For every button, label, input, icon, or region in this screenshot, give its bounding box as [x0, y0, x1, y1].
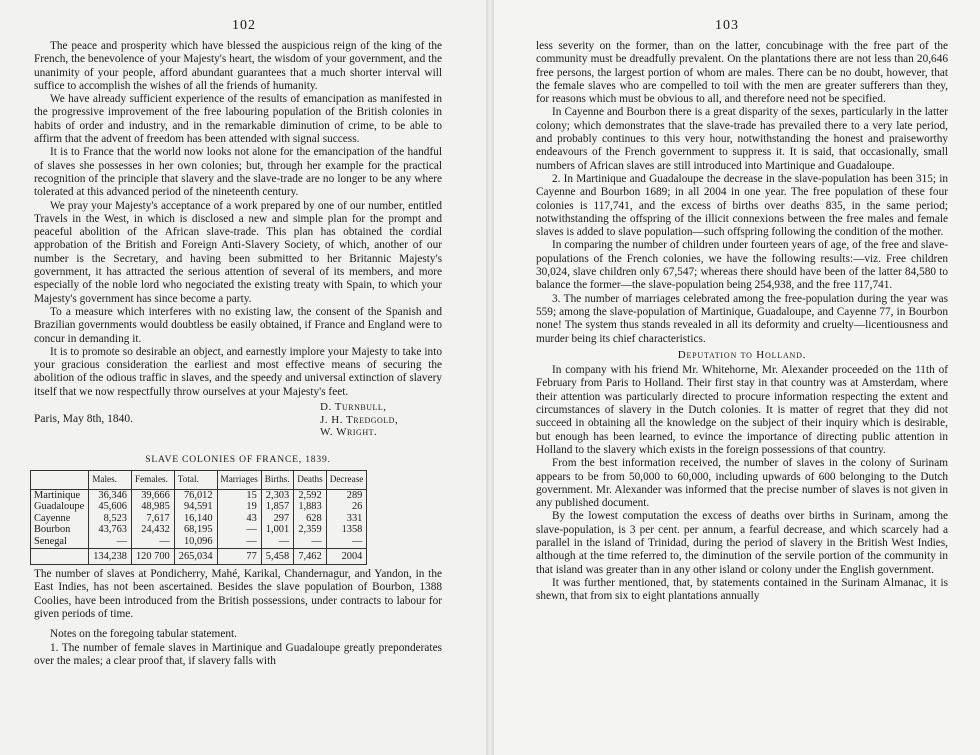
- signatory: W. Wright.: [320, 426, 378, 439]
- table-cell: 2,359: [294, 524, 327, 536]
- column-header: Total.: [174, 471, 217, 489]
- table-cell: —: [294, 536, 327, 548]
- table-cell: 1,857: [261, 501, 293, 513]
- table-row: [31, 501, 367, 513]
- table-cell: 265,034: [174, 548, 217, 565]
- signature-block: [34, 401, 442, 445]
- table-row: [31, 536, 367, 548]
- table-cell: 2,592: [294, 489, 327, 501]
- table-cell: 2,303: [261, 489, 293, 501]
- column-header: [31, 471, 89, 489]
- column-header: Marriages: [217, 471, 261, 489]
- section-heading: Deputation to Holland.: [677, 348, 807, 361]
- signatory: D. Turnbull,: [320, 401, 387, 414]
- table-cell: 36,346: [89, 489, 132, 501]
- table-total-row: [31, 548, 367, 565]
- paragraph: In Cayenne and Bourbon there is a great disparity of the sexes, particularly in the latter colony; which demonstrates that the slave-trade has prevailed there to a very late period, and probably continues to this very hour, notwithstanding the honest and praiseworthy endeavours of the French government to suppress it. It is said, that occasionally, small numbers of African slaves are still introduced into Martinique and Guadaloupe.: [536, 106, 948, 172]
- table-cell: Martinique: [31, 489, 89, 501]
- paragraph: It is to promote so desirable an object, and earnestly implore your Majesty to take into your gracious consideration the earliest and most effective means of securing the abolition of the odious traffic in slaves, and the speedy and universal extinction of slavery itself that we now respectfully throw ourselves at your Majesty's feet.: [34, 345, 442, 398]
- right-page: [490, 0, 980, 755]
- table-cell: 16,140: [174, 513, 217, 525]
- table-cell: 68,195: [174, 524, 217, 536]
- table-cell: 76,012: [174, 489, 217, 501]
- table-cell: —: [131, 536, 174, 548]
- table-header-row: [31, 471, 367, 489]
- paragraph: 1. The number of female slaves in Martinique and Guadaloupe greatly preponderates over the males; a clear proof that, if slavery falls with: [34, 641, 442, 667]
- paragraph: We pray your Majesty's acceptance of a work prepared by one of our number, entitled Travels in the West, in which is disclosed a new and simple plan for the prompt and peaceful abolition of the African slave-trade. This plan has obtained the cordial approbation of the British and Foreign Anti-Slavery Society, of which, another of our number is the Secretary, and having been submitted to her Britannic Majesty's government, it has attracted the serious attention of several of its members, and more especially of the noble lord who negociated the existing treaty with Spain, to which your Majesty's government has since become a party.: [34, 199, 442, 305]
- paragraph: To a measure which interferes with no existing law, the consent of the Spanish and Brazilian governments would doubtless be easily obtained, if France and England were to concur in demanding it.: [34, 305, 442, 345]
- page-number-right: 103: [715, 18, 739, 33]
- table-cell: 77: [217, 548, 261, 565]
- column-header: Births.: [261, 471, 293, 489]
- paragraph: 3. The number of marriages celebrated among the free-population during the year was 559; among the slave-population of Martinique, Guadaloupe, and Cayenne 77, in Bourbon none! The system thus stands revealed in all its deformity and cruelty—licentiousness and murder being its chief characteristics.: [536, 292, 948, 345]
- page-number-left: 102: [232, 18, 256, 33]
- table-cell: 45,606: [89, 501, 132, 513]
- paragraph: It was further mentioned, that, by statements contained in the Surinam Almanac, it is shewn, that from six to eight plantations annually: [536, 576, 948, 603]
- paragraph: In comparing the number of children under fourteen years of age, of the free and slave-populations of the French colonies, we have the following results:—viz. Free children 30,024, slave children only 67,547; whereas there should have been of the latter 84,580 to balance the former—the slave-population being 254,938, and the free 117,741.: [536, 239, 948, 292]
- table-cell: [31, 548, 89, 565]
- table-cell: Bourbon: [31, 524, 89, 536]
- table-cell: 39,666: [131, 489, 174, 501]
- table-row: [31, 489, 367, 501]
- place-date: Paris, May 8th, 1840.: [34, 413, 134, 426]
- table-cell: 15: [217, 489, 261, 501]
- paragraph: less severity on the former, than on the latter, concubinage with the free part of the community must be dreadfully prevalent. On the plantations there are not less than 20,646 free persons, the largest portion of whom are males. There can be no doubt, however, that the female slaves who are compelled to toil with the men are greater sufferers than they, for reasons which must be obvious to all, and therefore need not be specified.: [536, 40, 948, 106]
- table-cell: 19: [217, 501, 261, 513]
- book-gutter: [486, 0, 494, 755]
- table-cell: 297: [261, 513, 293, 525]
- table-cell: —: [261, 536, 293, 548]
- table-cell: 289: [326, 489, 367, 501]
- right-page-body: [536, 40, 948, 603]
- table-cell: —: [326, 536, 367, 548]
- table-cell: 8,523: [89, 513, 132, 525]
- notes-heading: Notes on the foregoing tabular statement.: [50, 628, 237, 641]
- table-cell: 2004: [326, 548, 367, 565]
- table-cell: —: [217, 536, 261, 548]
- table-cell: 43: [217, 513, 261, 525]
- table-cell: 43,763: [89, 524, 132, 536]
- table-cell: 7,617: [131, 513, 174, 525]
- table-cell: 331: [326, 513, 367, 525]
- table-cell: 1,001: [261, 524, 293, 536]
- paragraph: In company with his friend Mr. Whitehorne, Mr. Alexander proceeded on the 11th of February from Paris to Holland. Their first stay in that country was at Amsterdam, where their attention was particularly directed to procure information respecting the extent and circumstances of slavery in the Dutch colonies. It is matter of regret that they did not succeed in obtaining all the knowledge on the subject of their inquiry which is desirable, but enough has been learned, to evince the importance of directing public attention in Holland to the slavery which exists in the foreign possessions of that country.: [536, 364, 948, 456]
- column-header: Males.: [89, 471, 132, 489]
- table-cell: 26: [326, 501, 367, 513]
- table-cell: 134,238: [89, 548, 132, 565]
- table-cell: 1,883: [294, 501, 327, 513]
- slave-colonies-table: [30, 470, 367, 565]
- table-cell: 94,591: [174, 501, 217, 513]
- paragraph: By the lowest computation the excess of deaths over births in Surinam, among the slave-population, is 3 per cent. per annum, a fearful decrease, and which scarcely had a parallel in the island of Trinidad, during the period of slavery in the British West Indies, although at the time referred to, the diminution of the servile portion of the community in that island was greater than in any other island or colony under the English government.: [536, 510, 948, 576]
- table-cell: 10,096: [174, 536, 217, 548]
- column-header: Females.: [131, 471, 174, 489]
- left-page-body: [34, 40, 442, 668]
- signatories: [320, 401, 398, 439]
- paragraph: We have already sufficient experience of the results of emancipation as manifested in the progressive improvement of the free labouring population of the British colonies in habits of order and industry, and in the remarkable diminution of crime, to be able to affirm that the advent of freedom has been attended with signal success.: [34, 93, 442, 146]
- paragraph: The number of slaves at Pondicherry, Mahé, Karikal, Chandernagur, and Yandon, in the East Indies, has not been ascertained. Besides the slave population of Bourbon, 1388 Coolies, have been introduced from the British possessions, under contracts to labour for given periods of time.: [34, 568, 442, 621]
- table-cell: 628: [294, 513, 327, 525]
- paragraph: It is to France that the world now looks not alone for the emancipation of the handful of slaves she possesses in her own colonies; but, through her example for the practical recognition of the principle that slavery and the slave-trade are no longer to be any where tolerated at this advanced period of the nineteenth century.: [34, 146, 442, 199]
- column-header: Deaths: [294, 471, 327, 489]
- column-header: Decrease: [326, 471, 367, 489]
- signatory: J. H. Tredgold,: [320, 413, 399, 426]
- paragraph: 2. In Martinique and Guadaloupe the decrease in the slave-population has been 315; in Cayenne and Bourbon 1689; in all 2004 in one year. The free population of these four colonies is 117,741, and the excess of births over deaths 835, in the same period; notwithstanding the offspring of the illicit connexions between the free males and female slaves is added to slave population—such offspring following the condition of the mother.: [536, 172, 948, 239]
- table-cell: 48,985: [131, 501, 174, 513]
- table-title: SLAVE COLONIES OF FRANCE, 1839.: [145, 454, 331, 466]
- paragraph: The peace and prosperity which have blessed the auspicious reign of the king of the French, the benevolence of your Majesty's heart, the wisdom of your government, and the unanimity of your people, afford abundant guarantees that a much shorter interval will suffice to accomplish the wishes of all the friends of humanity.: [34, 40, 442, 92]
- table-row: [31, 524, 367, 536]
- table-cell: 5,458: [261, 548, 293, 565]
- table-row: [31, 513, 367, 525]
- table-cell: —: [89, 536, 132, 548]
- paragraph: From the best information received, the number of slaves in the colony of Surinam appears to be from 50,000 to 60,000, including upwards of 600 belonging to the Dutch government. Mr. Alexander was informed that the precise number of slaves is not given in any published document.: [536, 457, 948, 510]
- table-cell: Senegal: [31, 536, 89, 548]
- table-cell: 1358: [326, 524, 367, 536]
- table-cell: 24,432: [131, 524, 174, 536]
- table-cell: Guadaloupe: [31, 501, 89, 513]
- table-cell: Cayenne: [31, 513, 89, 525]
- table-cell: 7,462: [294, 548, 327, 565]
- table-cell: 120 700: [131, 548, 174, 565]
- table-cell: —: [217, 524, 261, 536]
